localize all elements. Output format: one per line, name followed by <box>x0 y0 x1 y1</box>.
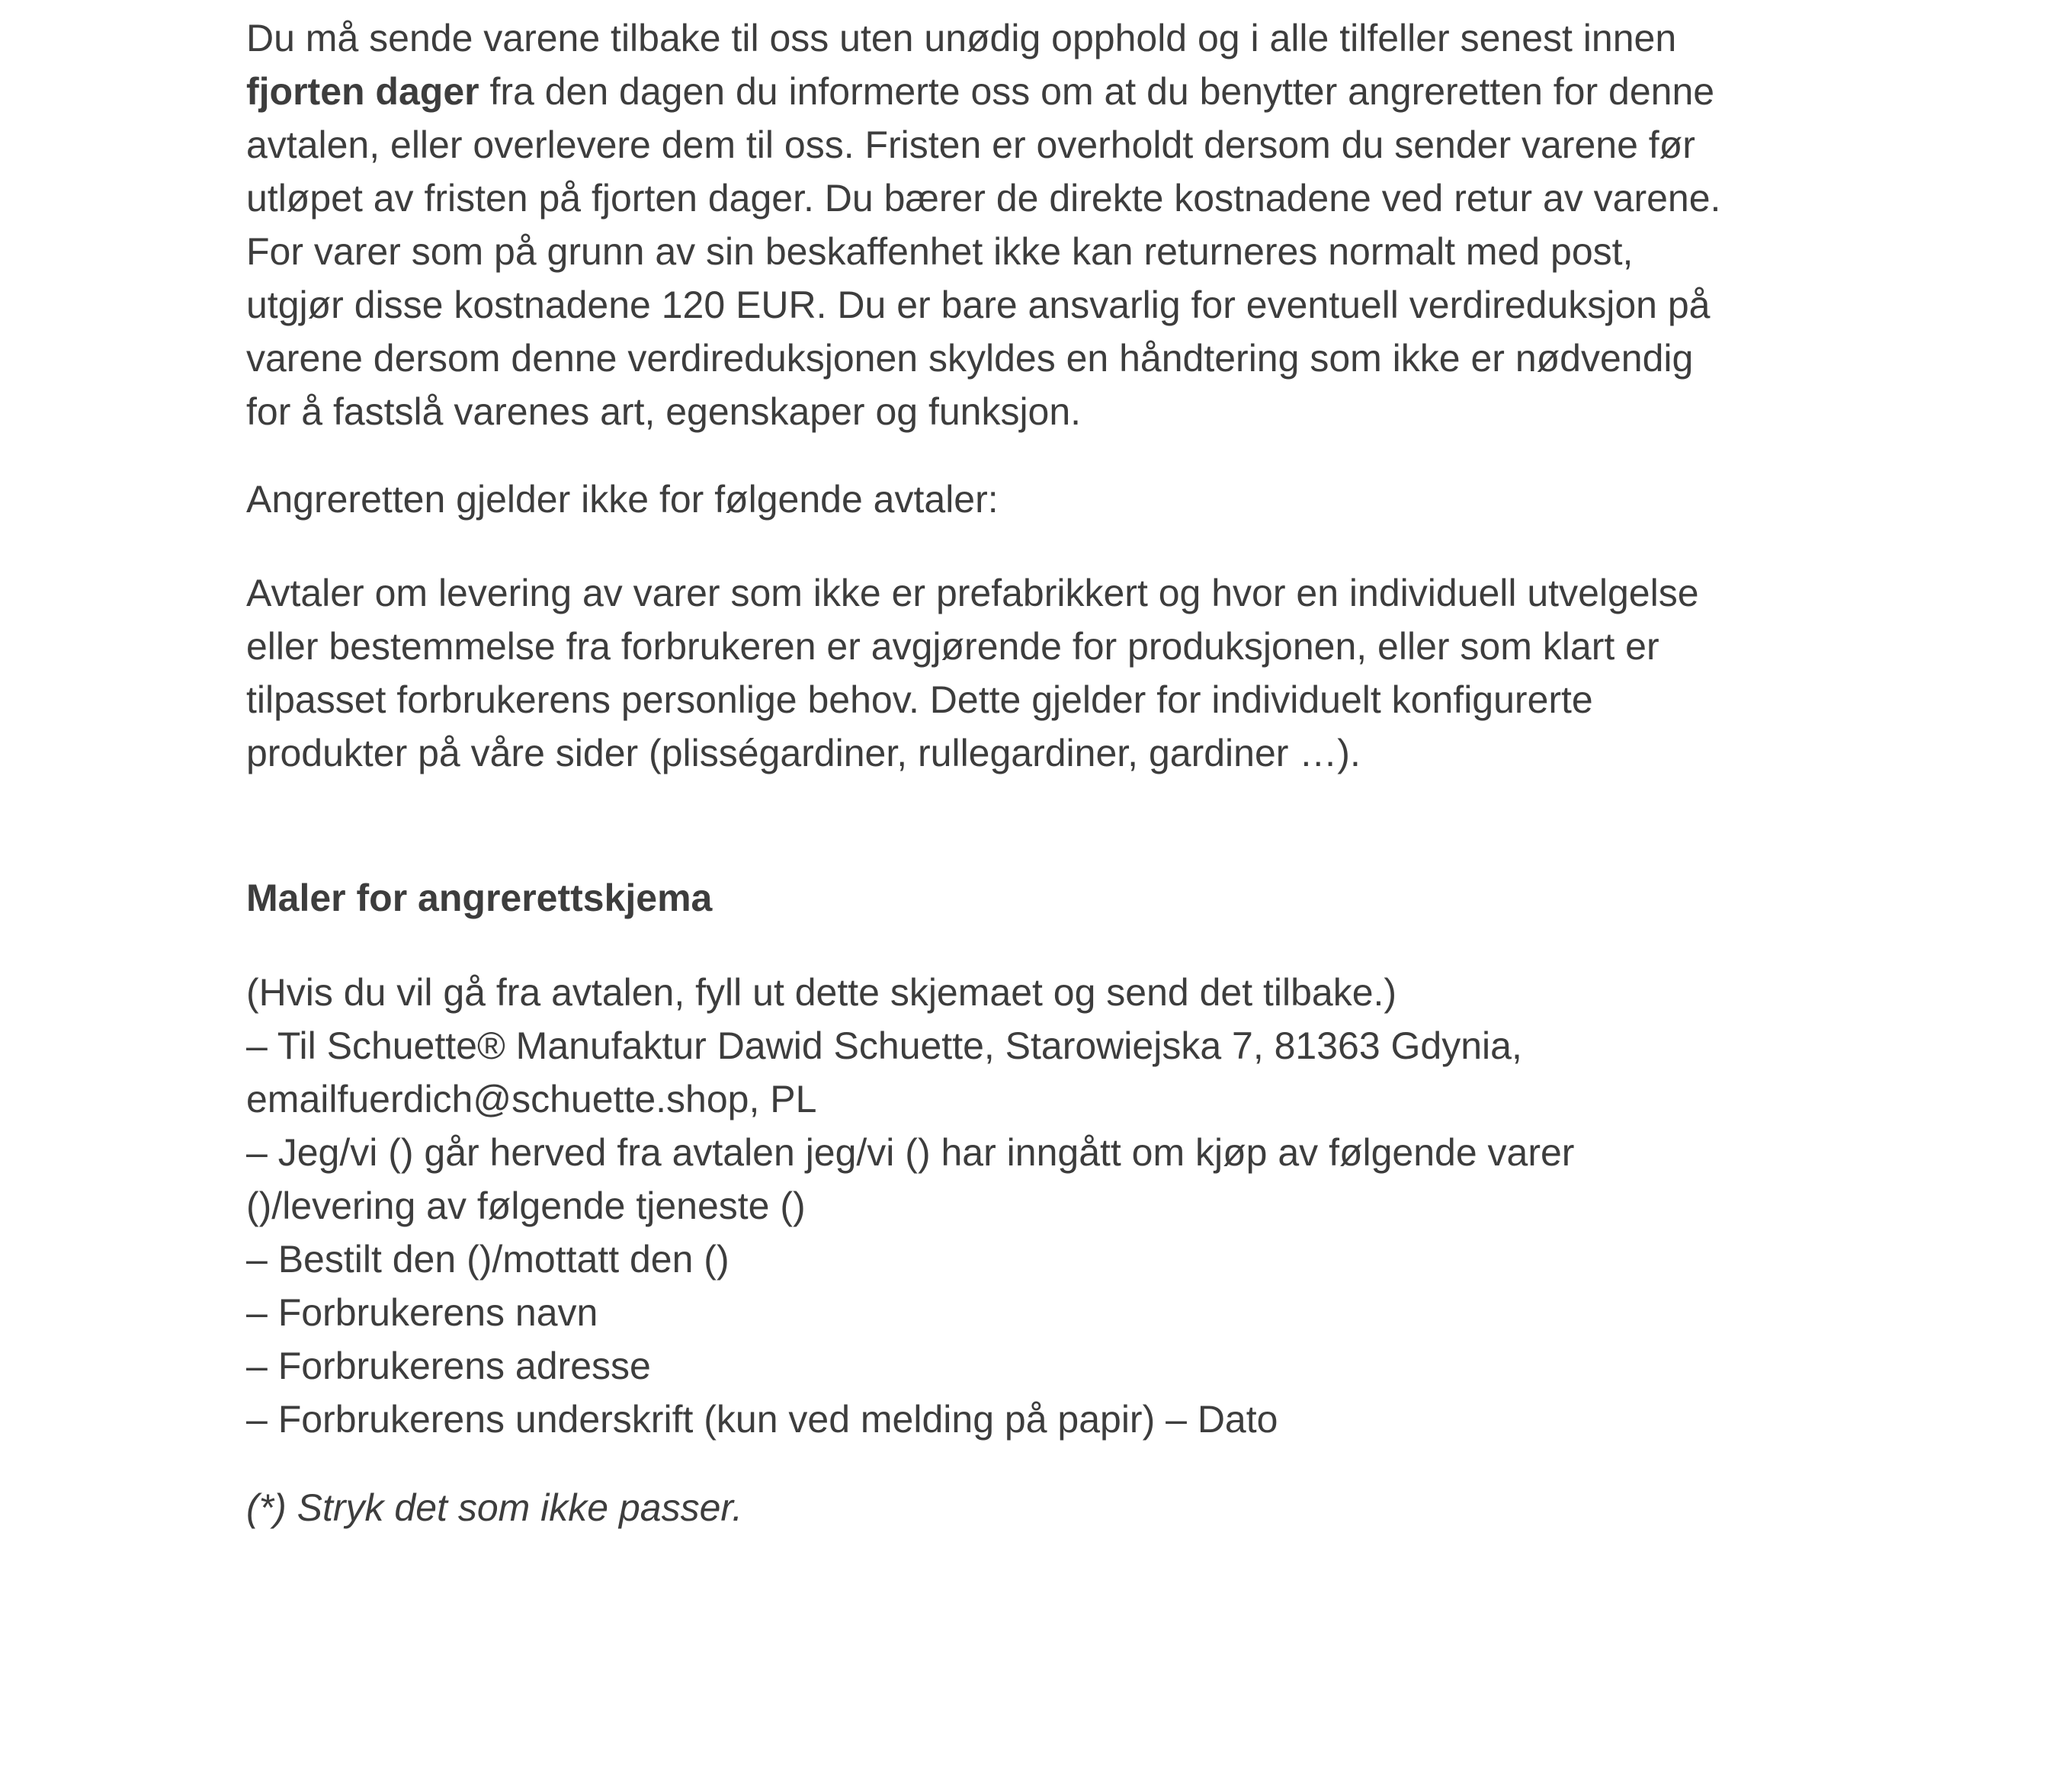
paragraph-line: Angreretten gjelder ikke for følgende avtaler: <box>246 478 999 521</box>
paragraph-line: utløpet av fristen på fjorten dager. Du bærer de direkte kostnadene ved retur av varene. <box>246 177 1721 220</box>
paragraph-line: varene dersom denne verdireduksjonen skyldes en håndtering som ikke er nødvendig <box>246 337 1694 380</box>
section-heading-text: Maler for angrerettskjema <box>246 877 713 919</box>
footnote-italic-text: (*) Stryk det som ikke passer. <box>246 1486 743 1529</box>
form-template-line: – Forbrukerens navn <box>246 1291 598 1334</box>
form-template-line: – Jeg/vi () går herved fra avtalen jeg/vi () har inngått om kjøp av følgende varer <box>246 1131 1575 1174</box>
form-template-line: – Til Schuette® Manufaktur Dawid Schuette, Starowiejska 7, 81363 Gdynia, <box>246 1024 1522 1067</box>
withdrawal-form-template-paragraph <box>246 966 1720 1446</box>
paragraph-line: avtalen, eller overlevere dem til oss. Fristen er overholdt dersom du sender varene før <box>246 123 1695 166</box>
exclusions-body-paragraph <box>246 566 1720 780</box>
paragraph-line: Avtaler om levering av varer som ikke er prefabrikkert og hvor en individuell utvelgelse <box>246 572 1699 614</box>
return-instructions-paragraph <box>246 11 1720 438</box>
paragraph-line: utgjør disse kostnadene 120 EUR. Du er bare ansvarlig for eventuell verdireduksjon på <box>246 284 1711 326</box>
form-template-line-email: emailfuerdich@schuette.shop, PL <box>246 1078 817 1120</box>
paragraph-line-text: fra den dagen du informerte oss om at du benytter angreretten for denne <box>479 70 1715 113</box>
form-template-line: – Bestilt den ()/mottatt den () <box>246 1238 729 1281</box>
paragraph-line: eller bestemmelse fra forbrukeren er avgjørende for produksjonen, eller som klart er <box>246 625 1659 668</box>
form-template-line: – Forbrukerens adresse <box>246 1345 651 1387</box>
paragraph-line: produkter på våre sider (plisségardiner, rullegardiner, gardiner …). <box>246 732 1361 774</box>
form-template-line: ()/levering av følgende tjeneste () <box>246 1185 806 1227</box>
paragraph-line: for å fastslå varenes art, egenskaper og funksjon. <box>246 390 1082 433</box>
paragraph-line: Du må sende varene tilbake til oss uten unødig opphold og i alle tilfeller senest innen <box>246 17 1677 59</box>
form-template-line: (Hvis du vil gå fra avtalen, fyll ut dette skjemaet og send det tilbake.) <box>246 971 1397 1014</box>
form-template-line: – Forbrukerens underskrift (kun ved melding på papir) – Dato <box>246 1398 1278 1441</box>
withdrawal-form-heading <box>246 871 1720 925</box>
deadline-bold-text: fjorten dager <box>246 70 479 113</box>
exclusions-intro-paragraph <box>246 473 1720 526</box>
return-policy-document <box>246 11 1720 1534</box>
paragraph-line: For varer som på grunn av sin beskaffenhet ikke kan returneres normalt med post, <box>246 230 1634 273</box>
paragraph-line <box>246 65 1720 118</box>
paragraph-line: tilpasset forbrukerens personlige behov. Dette gjelder for individuelt konfigurerte <box>246 678 1593 721</box>
footnote-paragraph <box>246 1481 1720 1534</box>
